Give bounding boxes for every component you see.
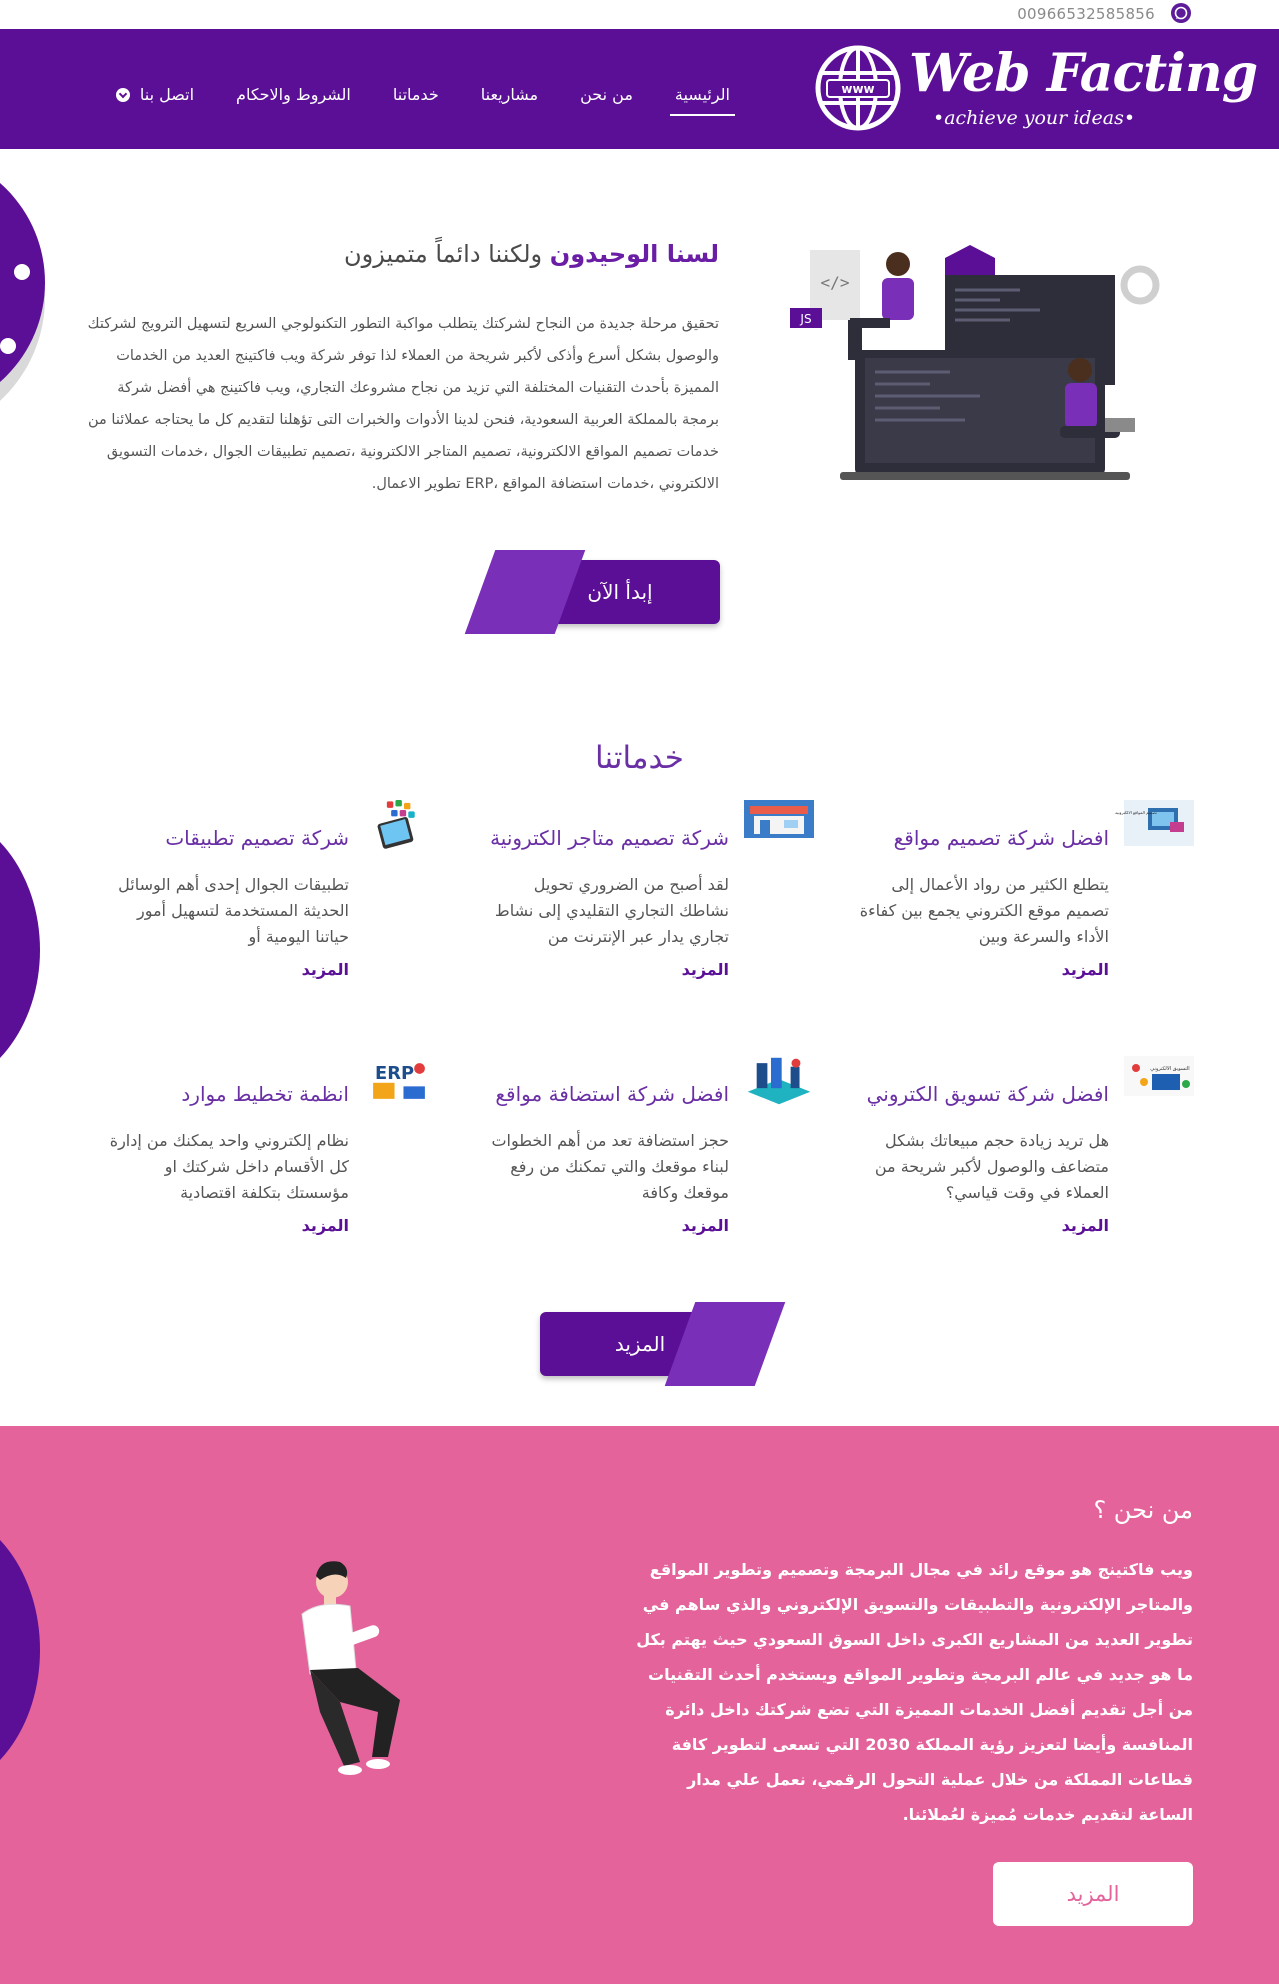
service-card[interactable] xyxy=(454,1056,814,1256)
marketing-thumb-label: التسويق الالكتروني xyxy=(1150,1066,1190,1072)
whatsapp-icon[interactable] xyxy=(1171,3,1191,23)
logo-tagline: •achieve your ideas• xyxy=(933,107,1136,129)
service-text: لقد أصبح من الضروري تحويل نشاطك التجاري التقليدي إلى نشاط تجاري يدار عبر الإنترنت من xyxy=(494,875,729,946)
nav-item-home[interactable]: الرئيسية xyxy=(675,85,730,108)
hero-title xyxy=(344,240,719,268)
service-more-link[interactable]: المزيد xyxy=(681,960,729,979)
about-more-button[interactable]: المزيد xyxy=(993,1862,1193,1926)
service-text: نظام إلكتروني واحد يمكنك من إدارة كل الأقسام داخل شركتك او مؤسستك بتكلفة اقتصادية xyxy=(109,1131,349,1202)
js-badge-text: JS xyxy=(800,312,812,326)
about-section xyxy=(0,1426,1279,1984)
about-title: من نحن ؟ xyxy=(1093,1496,1193,1524)
service-more-link[interactable]: المزيد xyxy=(301,1216,349,1235)
decorative-dot xyxy=(0,338,16,354)
hosting-icon xyxy=(744,1056,814,1106)
service-text: تطبيقات الجوال إحدى أهم الوسائل الحديثة المستخدمة لتسهيل أمور حياتنا اليومية أو xyxy=(118,875,349,946)
decorative-dot xyxy=(14,264,30,280)
service-title[interactable]: افضل شركة تسويق الكتروني xyxy=(866,1082,1109,1106)
chevron-down-icon[interactable] xyxy=(116,88,130,102)
mobile-apps-icon xyxy=(364,800,434,850)
decorative-circle-middle xyxy=(0,810,40,1090)
main-nav xyxy=(50,76,730,116)
services-more-button[interactable] xyxy=(540,1312,740,1376)
service-title[interactable]: انظمة تخطيط موارد xyxy=(181,1082,349,1106)
web-design-thumb-label: تصميم المواقع الالكترونية xyxy=(1115,810,1157,815)
service-title[interactable]: افضل شركة استضافة مواقع xyxy=(495,1082,729,1106)
erp-icon-text: ERP xyxy=(375,1063,415,1085)
services-more-label: المزيد xyxy=(614,1332,666,1356)
hero-paragraph: تحقيق مرحلة جديدة من النجاح لشركتك يتطلب مواكبة التطور التكنولوجي السريع لتسهيل الترويج لشركتك والوصول بشكل أسرع وأذكى لأكبر شريحة من العملاء لذا توفر شركة ويب فاكتينج العديد من الخدمات المميزة بأحدث التقنيات المختلفة التي تزيد من نجاح مشروعك التجاري، ويب فاكتينج هي أفضل شركة برمجة بالمملكة العربية السعودية، فنحن لدينا الأدوات والخبرات التى تؤهلنا لتقديم كل ما يحتاجه عملائنا من خدمات تصميم المواقع الالكترونية، تصميم المتاجر الالكترونية ،تصميم تطبيقات الجوال ،خدمات التسويق الالكتروني ،خدمات استضافة المواقع ،ERP تطوير الاعمال. xyxy=(87,316,719,492)
nav-contact-label: اتصل بنا xyxy=(139,84,195,104)
web-design-icon xyxy=(1115,800,1194,850)
developers-illustration xyxy=(780,240,1180,485)
person-illustration xyxy=(280,1552,430,1802)
decorative-circle-bottom xyxy=(0,1510,40,1790)
service-text: يتطلع الكثير من رواد الأعمال إلى تصميم موقع الكتروني يجمع بين كفاءة الأداء والسرعة وبين xyxy=(859,875,1109,946)
service-title[interactable]: شركة تصميم متاجر الكترونية xyxy=(490,826,729,850)
service-title[interactable]: افضل شركة تصميم مواقع xyxy=(893,826,1109,850)
site-header xyxy=(0,29,1279,149)
service-more-link[interactable]: المزيد xyxy=(1061,960,1109,979)
service-card[interactable] xyxy=(74,800,434,1000)
service-card[interactable] xyxy=(834,800,1194,1000)
service-more-link[interactable]: المزيد xyxy=(681,1216,729,1235)
service-card[interactable] xyxy=(834,1056,1194,1256)
service-text: هل تريد زيادة حجم مبيعاتك بشكل متضاعف والوصول لأكبر شريحة من العملاء في وقت قياسي؟ xyxy=(874,1131,1109,1202)
services-section-title: خدماتنا xyxy=(595,740,684,776)
start-now-button[interactable] xyxy=(520,560,720,624)
nav-item-about[interactable]: من نحن xyxy=(580,84,633,104)
service-more-link[interactable]: المزيد xyxy=(1061,1216,1109,1235)
decorative-circle-top xyxy=(0,150,45,415)
nav-item-contact[interactable] xyxy=(116,85,194,108)
hero-title-rest: ولكننا دائماً متميزون xyxy=(344,240,550,268)
logo-brand-name: Web Facting xyxy=(909,43,1258,104)
top-contact-bar xyxy=(0,0,1279,29)
phone-number[interactable]: 00966532585856 xyxy=(1017,5,1155,23)
service-title[interactable]: شركة تصميم تطبيقات xyxy=(165,826,349,850)
service-card[interactable] xyxy=(74,1056,434,1256)
start-now-label: إبدأ الآن xyxy=(587,580,653,604)
globe-icon xyxy=(815,45,901,131)
globe-www-text: www xyxy=(841,82,875,96)
erp-icon xyxy=(364,1056,434,1106)
hero-title-highlight: لسنا الوحيدون xyxy=(549,240,719,268)
nav-item-services[interactable]: خدماتنا xyxy=(392,84,439,104)
digital-marketing-icon xyxy=(1124,1056,1194,1106)
service-card[interactable] xyxy=(454,800,814,1000)
service-more-link[interactable]: المزيد xyxy=(301,960,349,979)
svg-text:</>: </> xyxy=(820,273,850,292)
service-text: حجز استضافة تعد من أهم الخطوات لبناء موقعك والتي تمكنك من رفع موقعك وكافة xyxy=(491,1131,729,1202)
online-store-icon xyxy=(744,800,814,850)
about-paragraph: ويب فاكتينج هو موقع رائد في مجال البرمجة وتصميم وتطوير المواقع والمتاجر الإلكترونية والتطبيقات والتسويق الإلكتروني والذي ساهم في تطوير العديد من المشاريع الكبرى داخل السوق السعودي حيث يهتم بكل ما هو جديد في عالم البرمجة وتطوير المواقع ويستخدم أحدث التقنيات من أجل تقديم أفضل الخدمات المميزة التي تضع شركتك داخل دائرة المنافسة وأيضا لتعزيز رؤية المملكة 2030 التي تسعى لتطوير كافة قطاعات المملكة من خلال عملية التحول الرقمي، نعمل علي مدار الساعة لتقديم خدمات مُميزة لعُملائنا. xyxy=(636,1560,1193,1824)
nav-item-projects[interactable]: مشاريعنا xyxy=(480,84,539,104)
nav-item-terms[interactable]: الشروط والاحكام xyxy=(236,84,351,104)
site-logo[interactable] xyxy=(815,41,1258,135)
